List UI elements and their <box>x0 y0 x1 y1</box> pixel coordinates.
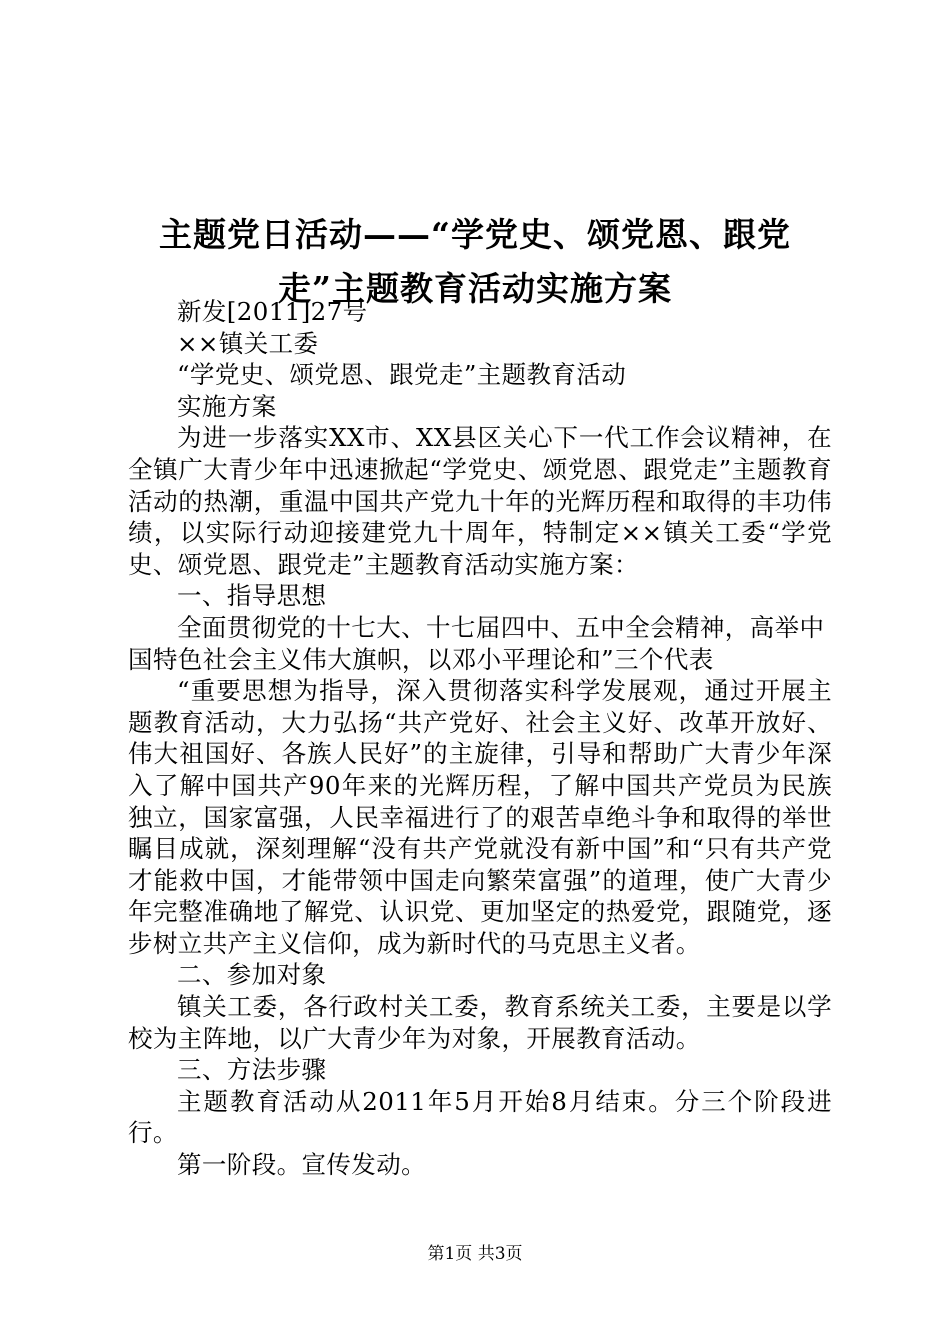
title-line-1: 主题党日活动——“学党史、颂党恩、跟党 <box>159 215 791 255</box>
title-line-2: 走”主题教育活动实施方案 <box>278 269 672 309</box>
intro-paragraph: 为进一步落实XX市、XX县区关心下一代工作会议精神，在全镇广大青少年中迅速掀起“学党史、颂党恩、跟党走”主题教育活动的热潮，重温中国共产党九十年的光辉历程和取得的丰功伟绩，以实际行动迎接建党九十周年，特制定××镇关工委“学党史、颂党恩、跟党走”主题教育活动实施方案： <box>128 423 832 579</box>
participants-paragraph: 镇关工委，各行政村关工委，教育系统关工委，主要是以学校为主阵地，以广大青少年为对象，开展教育活动。 <box>128 992 832 1053</box>
guiding-thought-paragraph: 全面贯彻党的十七大、十七届四中、五中全会精神，高举中国特色社会主义伟大旗帜，以邓小平理论和”三个代表 <box>128 612 825 674</box>
issuer: ××镇关工委 <box>177 328 319 358</box>
section-heading-participants: 二、参加对象 <box>177 960 327 990</box>
document-body <box>128 296 832 1181</box>
document-number: 新发[2011]27号 <box>177 297 368 326</box>
section-heading-steps: 三、方法步骤 <box>177 1055 327 1085</box>
subtitle-line-1: “学党史、颂党恩、跟党走”主题教育活动 <box>177 360 627 390</box>
stage-one-line: 第一阶段。宣传发动。 <box>177 1150 426 1180</box>
page-footer: 第1页 共3页 <box>427 1244 523 1264</box>
subtitle-line-2: 实施方案 <box>177 391 277 421</box>
section-heading-guiding-thought: 一、指导思想 <box>177 581 327 611</box>
steps-paragraph: 主题教育活动从2011年5月开始8月结束。分三个阶段进行。 <box>128 1086 832 1148</box>
guiding-thought-continued: “重要思想为指导，深入贯彻落实科学发展观，通过开展主题教育活动，大力弘扬“共产党好、社会主义好、改革开放好、伟大祖国好、各族人民好”的主旋律，引导和帮助广大青少年深入了解中国共产90年来的光辉历程，了解中国共产党员为民族独立，国家富强，人民幸福进行了的艰苦卓绝斗争和取得的举世瞩目成就，深刻理解“没有共产党就没有新中国”和“只有共产党才能救中国，才能带领中国走向繁荣富强”的道理，使广大青少年完整准确地了解党、认识党、更加坚定的热爱党，跟随党，逐步树立共产主义信仰，成为新时代的马克思主义者。 <box>128 676 832 958</box>
